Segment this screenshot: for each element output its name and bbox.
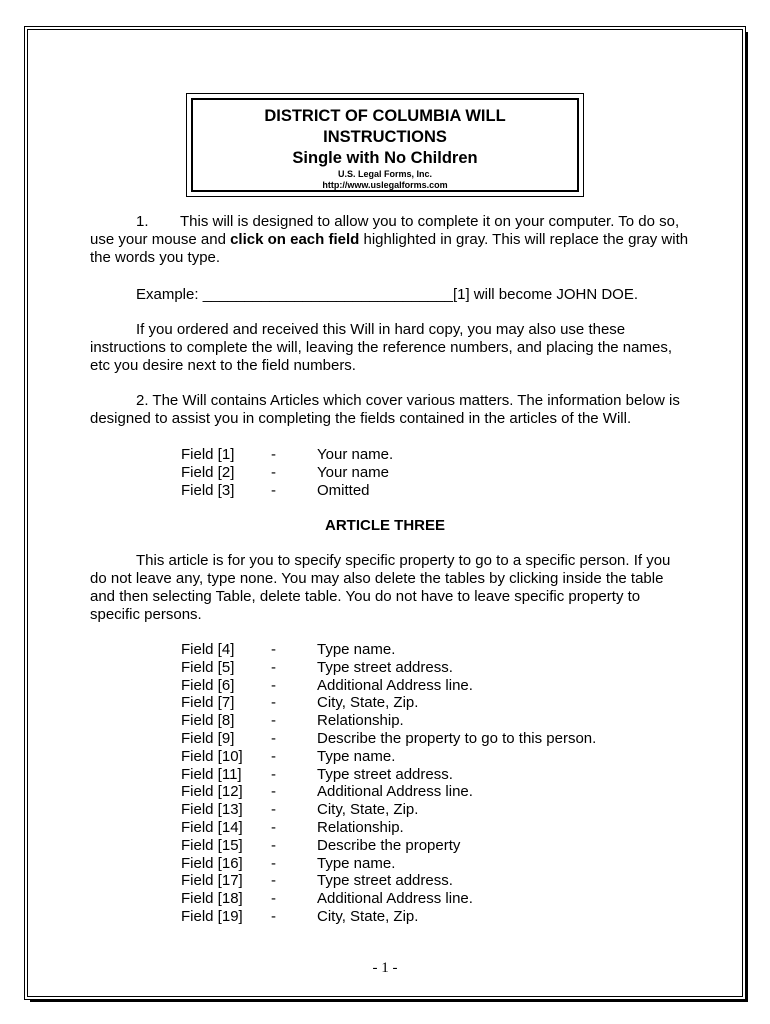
- field-label: Field [8]: [181, 712, 235, 730]
- field-dash: -: [271, 908, 276, 925]
- article-three-text: This article is for you to specify specific property to go to a specific person. If you do not leave any, type none. You may also delete the tables by clicking inside the table and then selecting Table, delete table. You do not have to leave specific property to specific persons.: [90, 552, 671, 623]
- field-description: Describe the property: [317, 836, 461, 854]
- example-text: Example: ______________________________[1] will become JOHN DOE.: [136, 286, 639, 303]
- field-description: City, State, Zip.: [317, 694, 419, 712]
- field-dash: -: [271, 747, 276, 765]
- field-dash: -: [271, 481, 276, 499]
- page-number: - 1 -: [372, 960, 398, 976]
- field-label: Field [7]: [181, 694, 235, 712]
- field-description: Your name.: [317, 446, 394, 463]
- field-description: Additional Address line.: [317, 890, 473, 908]
- field-description: City, State, Zip.: [317, 908, 419, 925]
- company-name: U.S. Legal Forms, Inc.: [337, 169, 433, 179]
- field-label: Field [6]: [181, 676, 235, 694]
- field-dash: -: [271, 712, 276, 730]
- field-label: Field [1]: [181, 446, 235, 463]
- field-label: Field [18]: [181, 890, 243, 908]
- field-description: Type name.: [317, 641, 396, 658]
- field-dash: -: [271, 676, 276, 694]
- field-dash: -: [271, 783, 276, 801]
- field-dash: -: [271, 801, 276, 819]
- field-description: Your name: [317, 463, 389, 481]
- field-description: Relationship.: [317, 819, 404, 836]
- field-label: Field [12]: [181, 783, 243, 801]
- field-description: Relationship.: [317, 712, 404, 730]
- title-line-2: INSTRUCTIONS: [323, 128, 447, 146]
- field-label: Field [16]: [181, 854, 243, 872]
- field-label: Field [10]: [181, 747, 243, 765]
- title-box-inner: [191, 98, 579, 192]
- title-box: [186, 93, 584, 197]
- field-dash: -: [271, 819, 276, 836]
- section-2-text: 2. The Will contains Articles which cover various matters. The information below is designed to assist you in completing the fields contained in the articles of the Will.: [90, 392, 680, 427]
- field-label: Field [17]: [181, 872, 243, 890]
- article-three-paragraph: [90, 552, 690, 624]
- field-label: Field [19]: [181, 908, 243, 925]
- field-label: Field [11]: [181, 765, 242, 783]
- article-three-heading: ARTICLE THREE: [325, 517, 445, 534]
- field-description: Type name.: [317, 854, 396, 872]
- section-2-paragraph: [90, 392, 690, 428]
- field-dash: -: [271, 890, 276, 908]
- field-label: Field [13]: [181, 801, 243, 819]
- subtitle: Single with No Children: [292, 149, 478, 167]
- section-1-text-b: highlighted in gray. This will replace the gray with the words you type.: [90, 231, 689, 266]
- field-dash: -: [271, 872, 276, 890]
- field-description: Type street address.: [317, 658, 453, 676]
- field-dash: -: [271, 463, 276, 481]
- company-url[interactable]: http://www.uslegalforms.com: [322, 180, 448, 190]
- hardcopy-paragraph: [90, 321, 690, 375]
- field-label: Field [3]: [181, 481, 235, 499]
- section-1-number: 1.: [136, 213, 149, 230]
- field-dash: -: [271, 854, 276, 872]
- field-dash: -: [271, 836, 276, 854]
- section-1-text-a: This will is designed to allow you to complete it on your computer. To do so, use your mouse and: [90, 213, 680, 248]
- field-dash: -: [271, 694, 276, 712]
- field-description: Additional Address line.: [317, 676, 473, 694]
- field-dash: -: [271, 658, 276, 676]
- field-description: Type street address.: [317, 765, 453, 783]
- field-dash: -: [271, 446, 276, 463]
- title-line-1: DISTRICT OF COLUMBIA WILL: [264, 107, 506, 125]
- field-description: City, State, Zip.: [317, 801, 419, 819]
- field-description: Omitted: [317, 481, 370, 499]
- field-description: Type street address.: [317, 872, 453, 890]
- field-label: Field [4]: [181, 641, 235, 658]
- field-description: Type name.: [317, 747, 396, 765]
- section-1-bold: click on each field: [230, 231, 360, 248]
- field-dash: -: [271, 730, 276, 747]
- field-label: Field [5]: [181, 658, 235, 676]
- field-description: Additional Address line.: [317, 783, 473, 801]
- field-dash: -: [271, 641, 276, 658]
- field-label: Field [14]: [181, 819, 243, 836]
- field-label: Field [15]: [181, 836, 243, 854]
- field-label: Field [9]: [181, 730, 235, 747]
- example-line: [90, 286, 690, 304]
- field-description: Describe the property to go to this person.: [317, 730, 597, 747]
- section-1-paragraph: [90, 213, 690, 267]
- field-dash: -: [271, 765, 276, 783]
- hardcopy-text: If you ordered and received this Will in hard copy, you may also use these instructions to complete the will, leaving the reference numbers, and placing the names, etc you desire next to the field numbers.: [90, 321, 672, 374]
- field-label: Field [2]: [181, 463, 235, 481]
